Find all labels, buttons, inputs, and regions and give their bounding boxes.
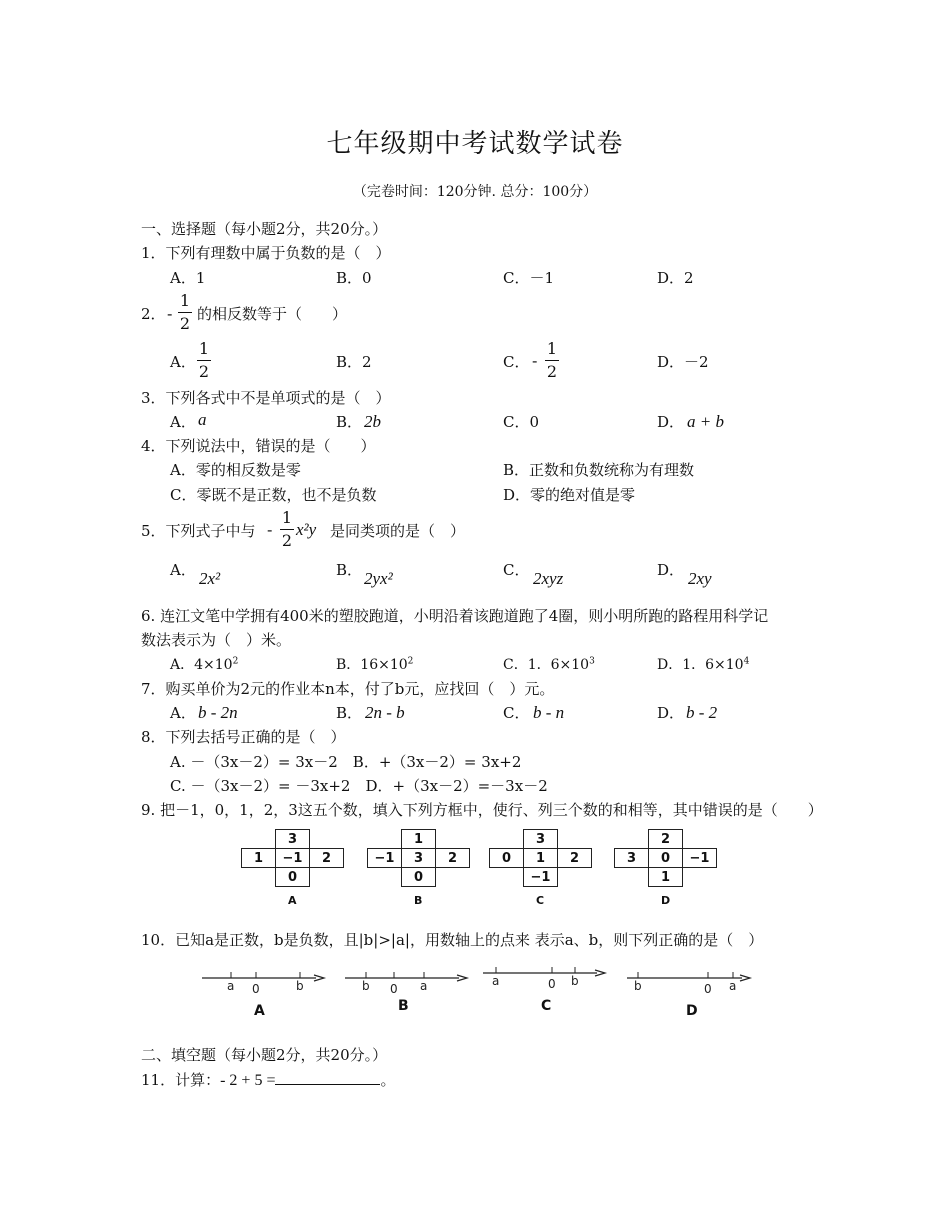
q6-b-base: B．16×10 [336,657,408,673]
axis-arrow-a [314,975,324,981]
axis-point-label-a-0: a [227,979,235,993]
axis-point-label-c-0: a [492,974,500,988]
q2-option-a-fraction [197,340,211,381]
q11-expr: - 2 + 5 = [220,1072,276,1089]
q1-option-b: B．0 [336,269,372,287]
q7-option-d-expr: b - 2 [686,703,718,722]
q3-option-a-expr: a [198,410,207,429]
question-6-line-2: 数法表示为（ ）米。 [141,631,292,649]
q9-cell-a-left: 1 [241,848,276,868]
axis-point-label-c-2: b [571,974,579,988]
q4-option-b: B．正数和负数统称为有理数 [503,461,695,479]
q7-option-a-expr: b - 2n [198,703,238,722]
q2-option-d: D．－2 [657,353,709,371]
q8-options-cd: C. －（3x－2）= －3x+2 D．+（3x－2）=－3x－2 [170,777,548,795]
q3-option-b-expr: 2b [364,412,381,431]
q6-b-exponent: 2 [407,656,414,667]
axis-point-label-a-2: b [296,979,304,993]
q2-c-numerator: 1 [546,339,558,358]
question-11 [141,1071,395,1090]
q6-c-exponent: 3 [589,656,595,667]
axis-point-label-c-1: 0 [548,977,556,991]
q6-d-exponent: 4 [743,656,750,667]
q6-c-base: C．1．6×10 [503,657,590,673]
q1-option-a: A．1 [170,269,206,287]
q7-option-b-label: B． [336,704,363,722]
axis-point-label-d-1: 0 [704,982,712,996]
question-8: 8．下列去括号正确的是（ ） [141,728,346,746]
q5-option-b-expr: 2yx² [364,569,393,588]
q11-period: 。 [380,1071,396,1089]
q2-fraction [178,292,192,333]
q6-d-base: D．1．6×10 [657,657,744,673]
q9-cell-a-top: 3 [275,829,310,849]
q11-answer-blank[interactable] [275,1071,380,1085]
q7-option-a-label: A． [170,704,196,722]
q2-a-denominator: 2 [198,362,210,381]
question-7: 7．购买单价为2元的作业本n本，付了b元，应找回（ ）元。 [141,680,555,698]
q11-label: 11．计算： [141,1071,221,1089]
page-title: 七年级期中考试数学试卷 [326,129,624,159]
axis-point-label-b-1: 0 [390,982,398,996]
q5-option-d-label: D． [657,561,685,579]
question-1: 1．下列有理数中属于负数的是（ ） [141,244,391,262]
q9-figure-label-b: B [414,894,423,907]
q2-option-c-fraction [545,340,559,381]
q4-option-c: C．零既不是正数，也不是负数 [170,486,377,504]
q9-cell-c-right: 2 [557,848,592,868]
section-2-heading: 二、填空题（每小题2分，共20分。） [141,1046,388,1064]
q7-option-b-expr: 2n - b [365,703,405,722]
q9-figure-label-c: C [536,894,545,907]
q3-option-c: C．0 [503,413,540,431]
axis-figure-label-d: D [686,1003,698,1019]
q5-option-a-expr: 2x² [199,569,221,588]
question-2-number: 2． [141,305,166,323]
axis-arrow-d [740,975,750,981]
q5-post: 是同类项的是（ ） [330,522,466,540]
q2-c-denominator: 2 [546,362,558,381]
q5-minus: - [267,520,273,539]
question-5-pre: 5．下列式子中与 [141,522,256,540]
question-6-line-1: 6. 连江文笔中学拥有400米的塑胶跑道，小明沿着该跑道跑了4圈，则小明所跑的路程用科学记 [141,607,769,625]
q9-cell-b-bottom: 0 [401,867,436,887]
q6-a-base: A．4×10 [170,657,233,673]
q5-fraction [280,509,294,550]
question-4: 4．下列说法中，错误的是（ ） [141,437,376,455]
axis-figure-label-a: A [254,1003,265,1019]
q3-option-a-label: A． [170,413,196,431]
axis-point-label-a-1: 0 [252,982,260,996]
q7-option-c-expr: b - n [533,703,565,722]
axis-point-label-d-2: a [729,979,737,993]
q9-cell-c-bottom: −1 [523,867,558,887]
q9-cell-b-left: −1 [367,848,402,868]
q2-minus: - [167,304,173,323]
q5-option-c-expr: 2xyz [533,569,564,588]
q6-a-exponent: 2 [232,656,239,667]
section-1-heading: 一、选择题（每小题2分，共20分。） [141,220,388,238]
axis-arrow-b [457,975,467,981]
q6-option-c [503,656,595,674]
q9-cell-d-top: 2 [648,829,683,849]
axis-figure-label-b: B [398,998,409,1014]
axis-point-label-d-0: b [634,979,642,993]
q9-cell-c-center: 1 [523,848,558,868]
q2-option-b: B．2 [336,353,372,371]
question-10: 10．已知a是正数，b是负数，且|b|>|a|，用数轴上的点来 表示a、b，则下列正确的是（ ） [141,931,764,949]
q4-option-d: D．零的绝对值是零 [503,486,636,504]
q9-cell-c-left: 0 [489,848,524,868]
q5-option-d-expr: 2xy [688,569,712,588]
q2-option-c-minus: - [532,351,538,370]
axis-figure-label-c: C [541,998,552,1014]
q2-denominator: 2 [179,314,191,333]
question-3: 3．下列各式中不是单项式的是（ ） [141,389,391,407]
q7-option-d-label: D． [657,704,685,722]
q9-cell-d-right: −1 [682,848,717,868]
q8-options-ab: A. －（3x－2）= 3x－2 B．+（3x－2）= 3x+2 [170,753,522,771]
q2-a-numerator: 1 [198,339,210,358]
q2-numerator: 1 [179,291,191,310]
q9-cell-a-center: −1 [275,848,310,868]
axis-point-label-b-2: a [420,979,428,993]
q1-option-d: D．2 [657,269,694,287]
q9-cell-a-right: 2 [309,848,344,868]
q5-option-b-label: B． [336,561,363,579]
axis-arrow-c [595,970,605,976]
exam-info: （完卷时间：120分钟. 总分：100分） [352,184,598,200]
q5-option-a-label: A． [170,561,196,579]
q9-cell-b-top: 1 [401,829,436,849]
q3-option-d-label: D． [657,413,685,431]
q6-option-b [336,656,413,674]
q9-cell-d-left: 3 [614,848,649,868]
q3-option-d-expr: a + b [687,412,724,431]
q5-expr: x²y [296,520,317,539]
q9-cell-a-bottom: 0 [275,867,310,887]
q2-option-a-label: A． [170,353,196,371]
q9-cell-b-right: 2 [435,848,470,868]
q2-option-c-label: C． [503,353,530,371]
q7-option-c-label: C． [503,704,530,722]
q9-cell-d-bottom: 1 [648,867,683,887]
q5-option-c-label: C． [503,561,530,579]
q5-denominator: 2 [281,531,293,550]
q9-cell-d-center: 0 [648,848,683,868]
q5-numerator: 1 [281,508,293,527]
q1-option-c: C．－1 [503,269,555,287]
q3-option-b-label: B． [336,413,363,431]
q9-cell-c-top: 3 [523,829,558,849]
q4-option-a: A．零的相反数是零 [170,461,301,479]
q9-cell-b-center: 3 [401,848,436,868]
question-9: 9. 把－1，0，1，2，3这五个数，填入下列方框中，使行、列三个数的和相等，其中错误的是（ ） [141,801,823,819]
axis-point-label-b-0: b [362,979,370,993]
q6-option-a [170,656,238,674]
q9-figure-label-a: A [288,894,297,907]
q2-stem: 的相反数等于（ ） [197,305,348,323]
q6-option-d [657,656,749,674]
q9-figure-label-d: D [661,894,671,907]
